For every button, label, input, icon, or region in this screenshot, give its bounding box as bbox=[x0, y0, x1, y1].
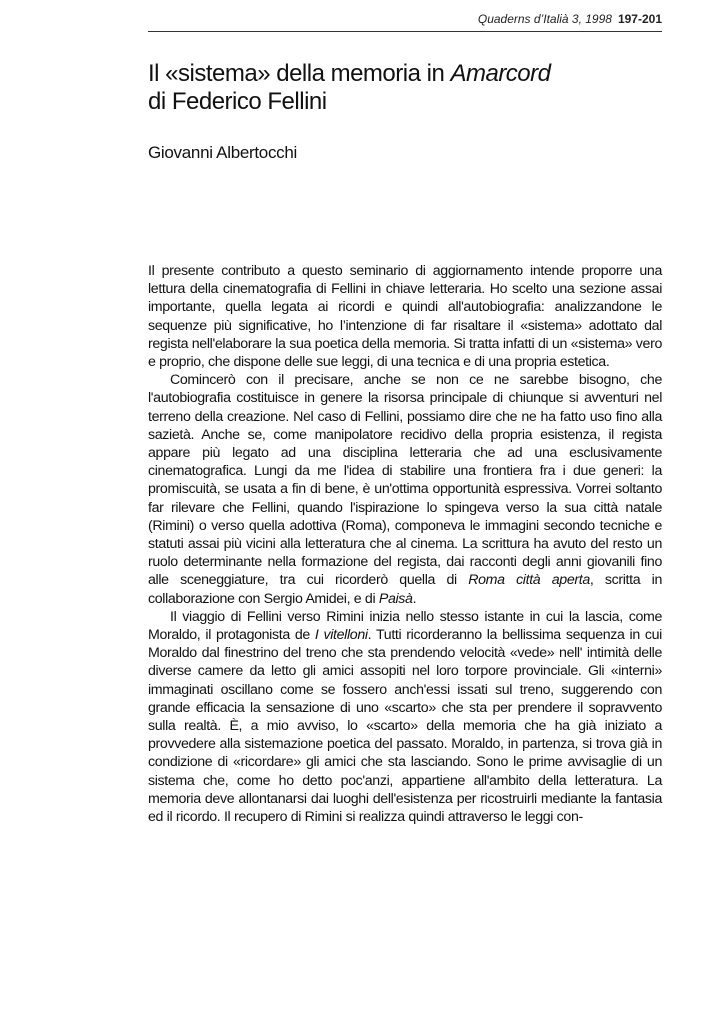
film-title-paisa: Paisà bbox=[378, 590, 413, 607]
paragraph-3-text-b: . Tutti ricorderanno la bellissima sequenza in cui Moraldo dal finestrino del treno che sta prendendo velocità «vede» nell' intimità delle diverse camere da letto gli amici assopiti nel loro torpore provinciale. Gli «interni» immaginati oscillano come se fossero anch'essi issati sul treno, suggerendo con grande efficacia la sensazione di uno «scarto» che sta per prendere il sopravvento sulla realtà. È, a mio avviso, lo «scarto» della memoria che ha già iniziato a provvedere alla sistemazione poetica del passato. Moraldo, in partenza, si trova già in condizione di «ricordare» gli amici che sta lasciando. Sono le prime avvisaglie di un sistema che, come ho detto poc'anzi, appartiene all'ambito della letteratura. La memoria deve allontanarsi dai luoghi dell'esistenza per ricostruirli mediante la fantasia ed il ricordo. Il recupero di Rimini si realizza quindi attraverso le leggi con- bbox=[148, 627, 662, 826]
author-name: Giovanni Albertocchi bbox=[148, 143, 297, 162]
title-line-1 bbox=[148, 60, 668, 88]
header-rule bbox=[148, 31, 662, 32]
paragraph-2-text-a: Comincerò con il precisare, anche se non ce ne sarebbe bisogno, che l'autobiografia costituisce in genere la risorsa principale di chiunque si avventuri nel terreno della creazione. Nel caso di Fellini, possiamo dire che ne ha fatto uso fino alla sazietà. Anche se, come manipolatore recidivo della propria esistenza, il regista appare più legato ad una disciplina letteraria che ad una esclusivamente cinematografica. Lungi da me l'idea di stabilire una frontiera fra i due generi: la promiscuità, se usata a fin di bene, è un'ottima opportunità espressiva. Vorrei soltanto far rilevare che Fellini, quando l'ispirazione lo spingeva verso la sua città natale (Rimini) o verso quella adottiva (Roma), componeva le immagini secondo tecniche e statuti assai più vicini alla letteratura che al cinema. La scrittura ha avuto del resto un ruolo determinante nella formazione del regista, dai racconti degli anni giovanili fino alle sceneggiature, tra cui ricorderò quella di bbox=[148, 372, 662, 589]
title-film-name: Amarcord bbox=[450, 60, 551, 87]
paragraph-2-text-b: , scritta in collaborazione con Sergio Amidei, e di bbox=[148, 572, 663, 607]
page-range: 197-201 bbox=[617, 12, 662, 26]
title-line-2: di Federico Fellini bbox=[148, 88, 327, 115]
paragraph-3 bbox=[148, 608, 662, 826]
film-title-roma-citta-aperta: Roma città aperta bbox=[468, 572, 590, 589]
title-prefix: Il «sistema» della memoria in bbox=[148, 60, 451, 87]
paragraph-2 bbox=[148, 371, 662, 608]
film-title-i-vitelloni: I vitelloni bbox=[314, 627, 368, 644]
article-body bbox=[148, 262, 662, 826]
paragraph-1: Il presente contributo a questo seminario di aggiornamento intende proporre una lettura della cinematografia di Fellini in chiave letteraria. Ho scelto una sezione assai importante, quella legata ai ricordi e quindi all'autobiografia: analizzandone le sequenze più significative, ho l’intenzione di far risaltare il «sistema» adottato dal regista nell'elaborare la sua poetica della memoria. Si tratta infatti di un «sistema» vero e proprio, che dispone delle sue leggi, di una tecnica e di una propria estetica. bbox=[148, 263, 662, 371]
article-title bbox=[148, 60, 668, 116]
running-head bbox=[148, 12, 662, 26]
paragraph-3-text-a: Il viaggio di Fellini verso Rimini inizia nello stesso istante in cui la lascia, come Moraldo, il protagonista de bbox=[148, 608, 662, 644]
paragraph-2-text-c: . bbox=[412, 590, 417, 607]
journal-citation: Quaderns d’Italià 3, 1998 bbox=[477, 12, 612, 26]
